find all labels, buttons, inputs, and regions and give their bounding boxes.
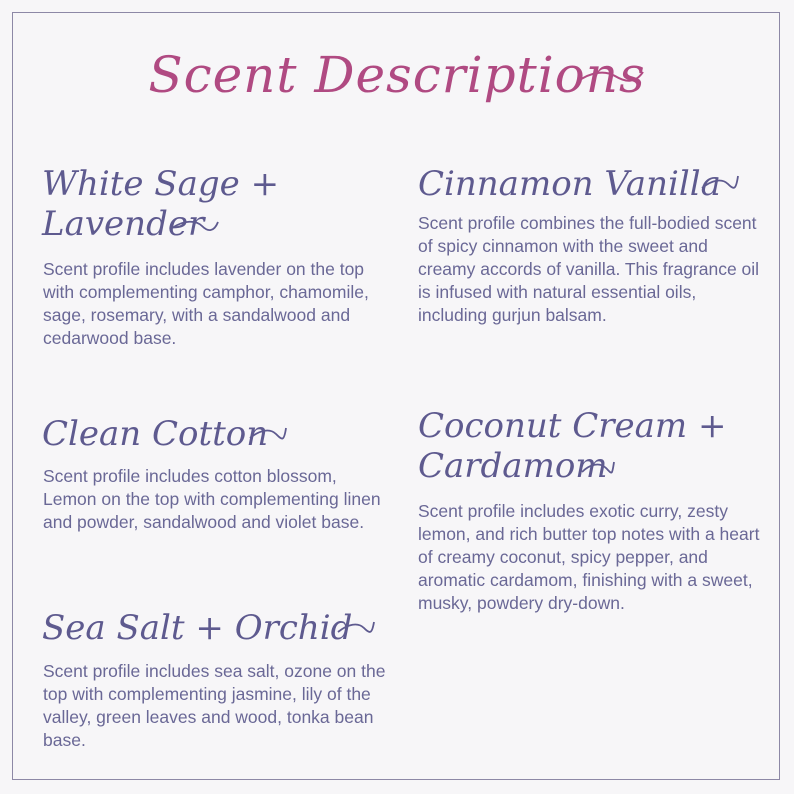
heading-flourish [336, 614, 376, 640]
heading-flourish [700, 168, 740, 198]
scent-heading-coconut-cream [418, 406, 726, 486]
scent-heading-line: Coconut Cream + [418, 406, 727, 446]
scent-description-cinnamon-vanilla: Scent profile combines the full-bodied scent of spicy cinnamon with the sweet and creamy accords of vanilla. This fragrance oil is infused with natural essential oils, including gurjun balsam. [418, 213, 760, 325]
heading-flourish [170, 214, 220, 238]
scent-heading-line: Cinnamon Vanilla [418, 164, 721, 204]
scent-heading-line: Cardamom [418, 446, 608, 486]
scent-description-sea-salt: Scent profile includes sea salt, ozone on the top with complementing jasmine, lily of the valley, green leaves and wood, tonka bean base. [43, 661, 386, 750]
scent-description-clean-cotton: Scent profile includes cotton blossom, Lemon on the top with complementing linen and powder, sandalwood and violet base. [43, 466, 381, 532]
scent-heading-cinnamon-vanilla [418, 164, 721, 204]
scent-description-coconut-cream: Scent profile includes exotic curry, zesty lemon, and rich butter top notes with a heart of creamy coconut, spicy pepper, and aromatic cardamom, finishing with a sweet, musky, powdery dry-down. [418, 501, 760, 613]
heading-flourish [248, 422, 288, 448]
scent-heading-white-sage [42, 164, 279, 244]
scent-heading-line: Clean Cotton [42, 414, 269, 454]
scent-heading-sea-salt [42, 608, 352, 648]
scent-heading-line: Lavender [42, 204, 205, 244]
page-title: Scent Descriptions [148, 46, 646, 104]
scent-heading-line: White Sage + [42, 164, 280, 204]
scent-heading-line: Sea Salt + Orchid [42, 608, 353, 648]
title-flourish [575, 62, 645, 92]
scent-description-white-sage: Scent profile includes lavender on the top with complementing camphor, chamomile, sage, rosemary, with a sandalwood and cedarwood base. [43, 259, 369, 348]
heading-flourish [580, 456, 616, 482]
scent-heading-clean-cotton [42, 414, 268, 454]
